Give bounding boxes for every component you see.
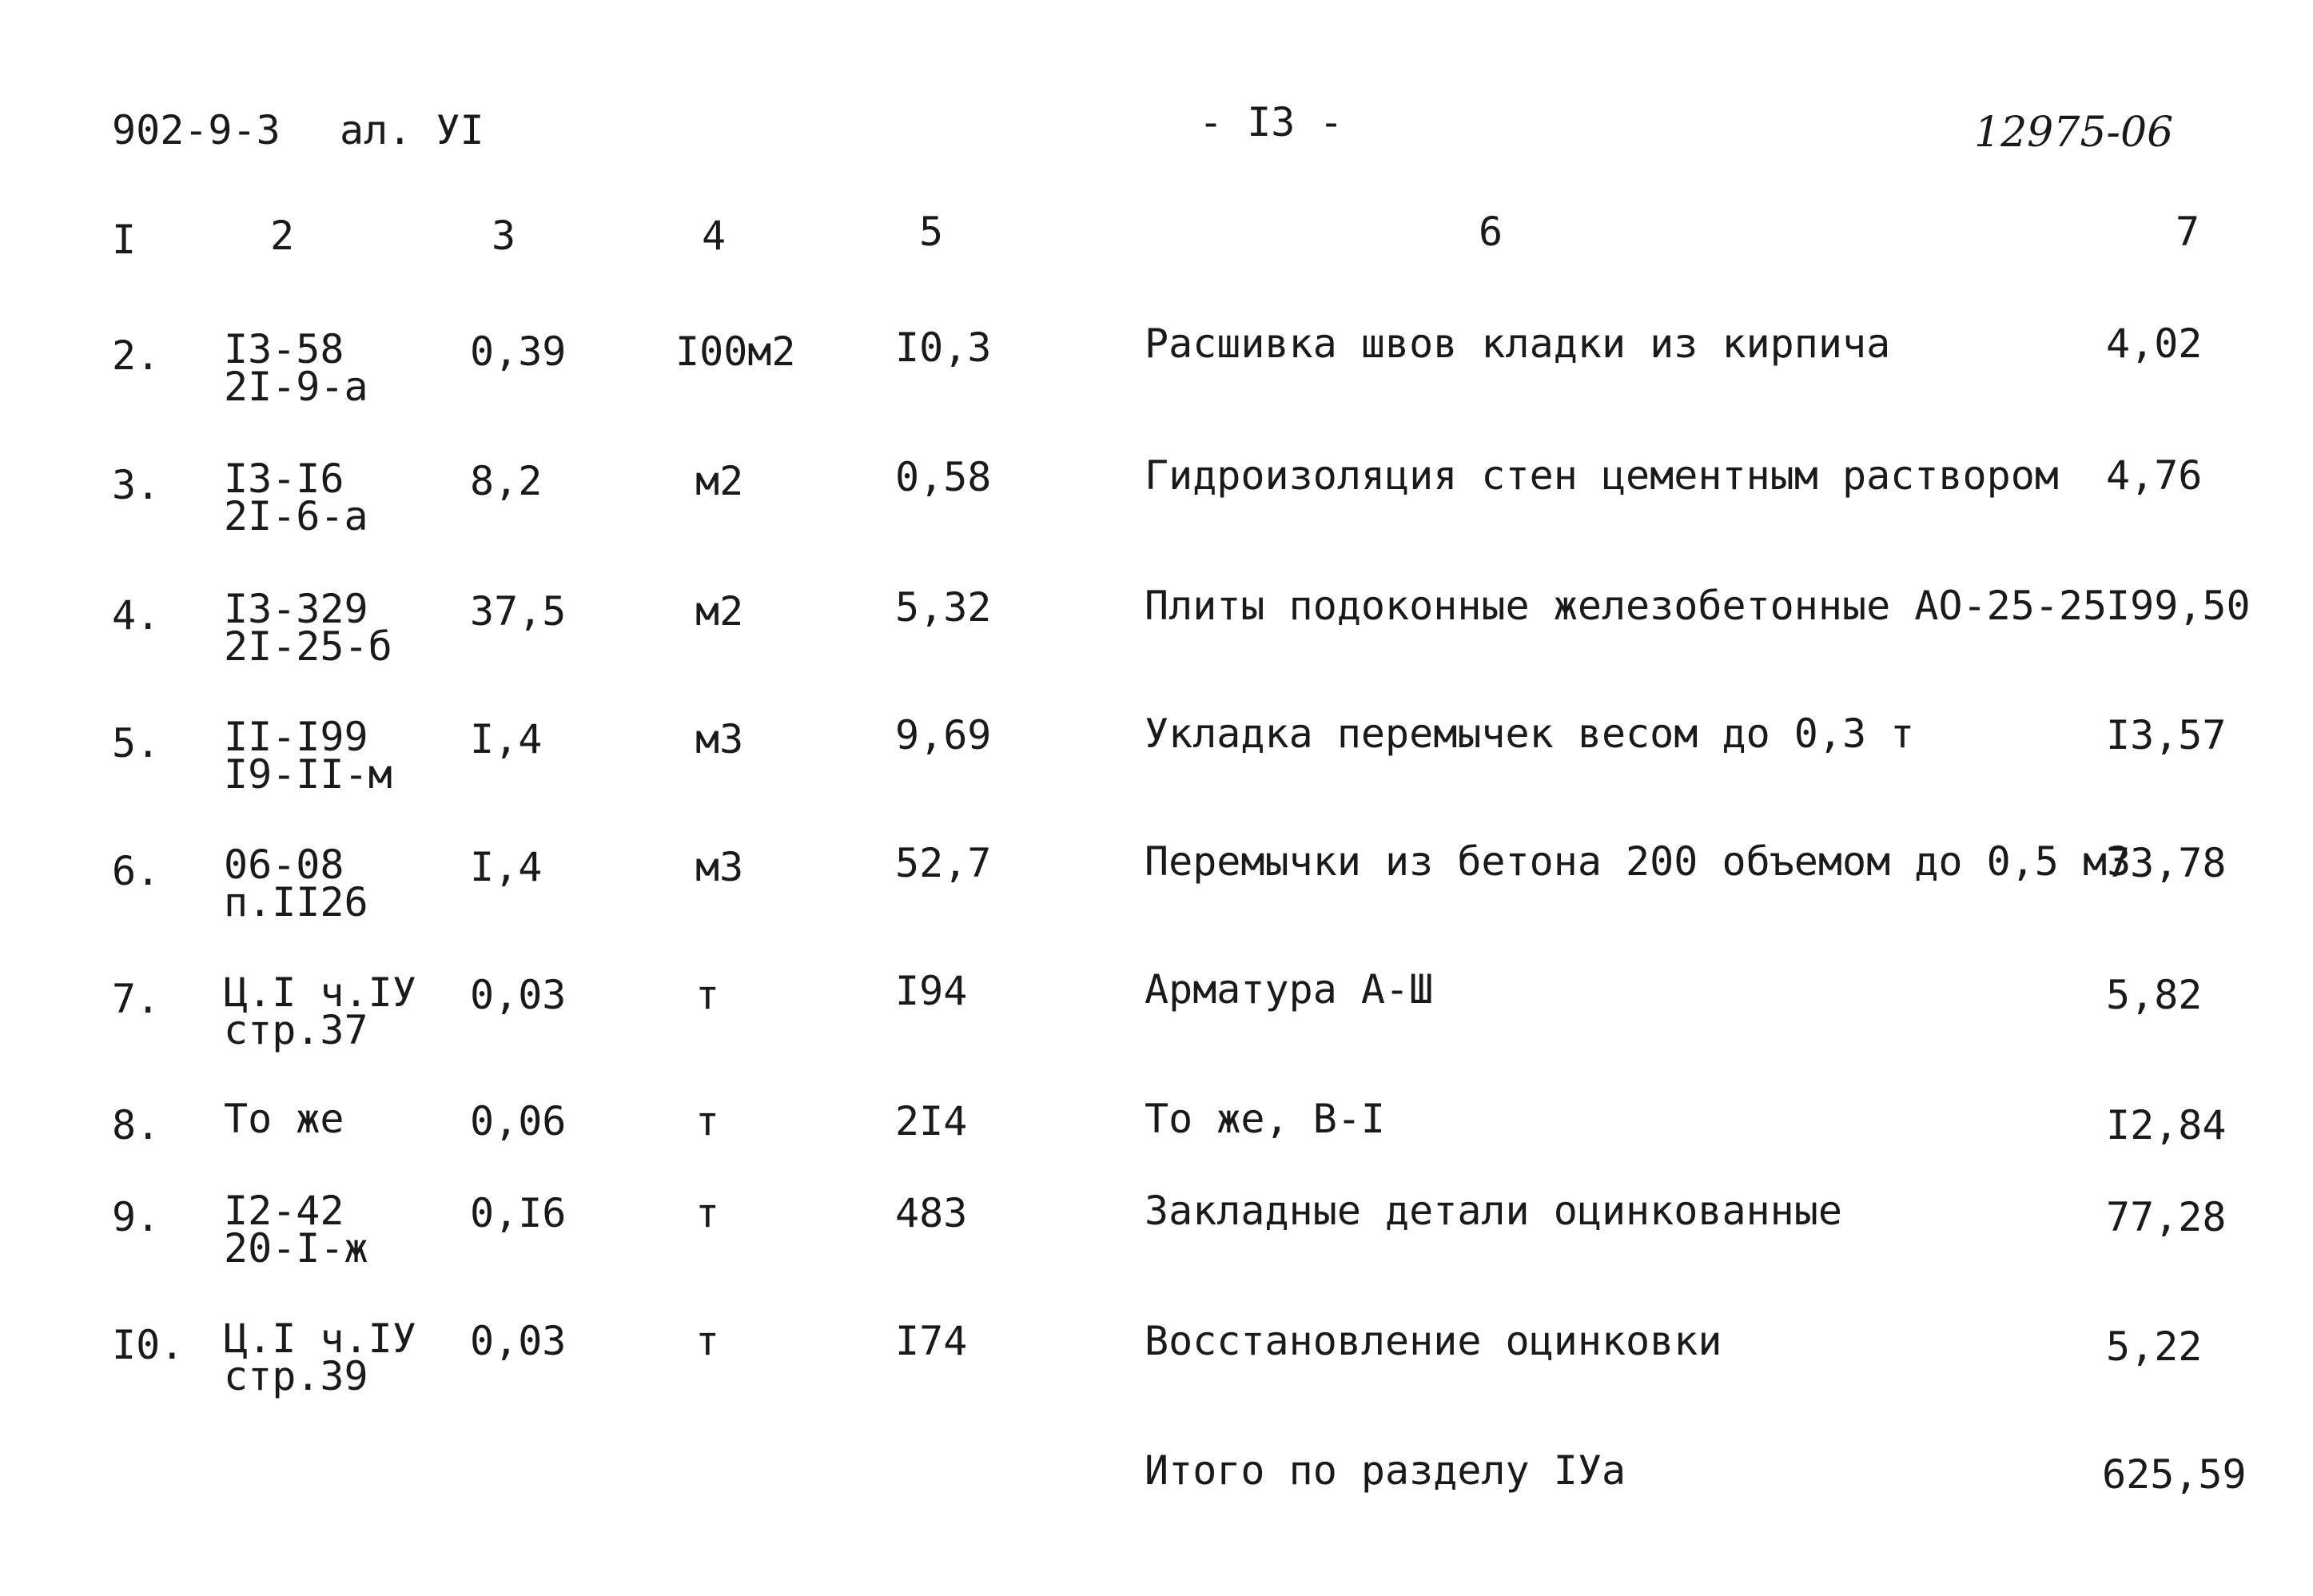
row-number: 2. xyxy=(112,332,161,379)
album-label: ал. УI xyxy=(340,107,484,153)
column-header-7: 7 xyxy=(2176,209,2200,255)
column-header-4: 4 xyxy=(702,213,727,259)
unit-price: 9,69 xyxy=(895,712,992,758)
cost-total: 77,28 xyxy=(2106,1194,2227,1240)
norm-code: Ц.I ч.IУ xyxy=(224,1315,416,1362)
quantity: 0,39 xyxy=(470,328,567,375)
norm-code: I3-329 xyxy=(224,586,368,632)
unit: т xyxy=(695,1318,720,1364)
work-description: Закладные детали оцинкованные xyxy=(1145,1188,1842,1234)
norm-code-sub: стр.39 xyxy=(224,1353,368,1399)
row-number: I0. xyxy=(112,1322,185,1368)
norm-code-sub: 20-I-ж xyxy=(224,1225,368,1272)
row-number: 9. xyxy=(112,1194,161,1240)
norm-code: 06-08 xyxy=(224,842,344,888)
norm-code: I3-I6 xyxy=(224,456,344,502)
unit-price: I0,3 xyxy=(895,324,992,371)
row-number: 6. xyxy=(112,848,161,894)
row-number: 4. xyxy=(112,592,161,639)
quantity: 0,06 xyxy=(470,1098,567,1144)
row-number: 5. xyxy=(112,720,161,766)
quantity: I,4 xyxy=(470,844,543,890)
work-description: Расшивка швов кладки из кирпича xyxy=(1145,320,1891,367)
column-header-6: 6 xyxy=(1479,209,1503,255)
quantity: 0,I6 xyxy=(470,1190,567,1236)
cost-total: 4,02 xyxy=(2106,320,2203,367)
unit: м3 xyxy=(695,844,744,890)
section-total-label: Итого по разделу IУа xyxy=(1145,1447,1626,1494)
work-description: Восстановление оцинковки xyxy=(1145,1318,1722,1364)
quantity: 0,03 xyxy=(470,1318,567,1364)
cost-total: I99,50 xyxy=(2106,583,2251,629)
quantity: 8,2 xyxy=(470,458,543,504)
unit: м2 xyxy=(695,458,744,504)
quantity: 0,03 xyxy=(470,972,567,1018)
column-header-2: 2 xyxy=(270,213,295,259)
unit-price: 2I4 xyxy=(895,1098,968,1144)
column-header-3: 3 xyxy=(492,213,516,259)
unit: т xyxy=(695,1190,720,1236)
unit: м2 xyxy=(695,588,744,635)
norm-code: Ц.I ч.IУ xyxy=(224,969,416,1016)
cost-total: I3,57 xyxy=(2106,712,2227,758)
row-number: 7. xyxy=(112,976,161,1022)
unit: т xyxy=(695,972,720,1018)
norm-code-sub: 2I-6-а xyxy=(224,493,368,539)
cost-total: 4,76 xyxy=(2106,452,2203,499)
archive-number: 12975-06 xyxy=(1974,109,2174,157)
row-number: 3. xyxy=(112,462,161,508)
cost-total: I2,84 xyxy=(2106,1102,2227,1148)
norm-code-sub: 2I-9-а xyxy=(224,364,368,410)
norm-code: I2-42 xyxy=(224,1188,344,1234)
work-description: Укладка перемычек весом до 0,3 т xyxy=(1145,710,1915,757)
cost-total: 5,22 xyxy=(2106,1323,2203,1370)
unit-price: 483 xyxy=(895,1190,968,1236)
cost-total: 73,78 xyxy=(2106,840,2227,886)
norm-code-sub: I9-II-м xyxy=(224,751,392,798)
unit: м3 xyxy=(695,716,744,762)
norm-code-sub: 2I-25-б xyxy=(224,623,392,670)
quantity: 37,5 xyxy=(470,588,567,635)
unit: I00м2 xyxy=(675,328,796,375)
cost-total: 5,82 xyxy=(2106,972,2203,1018)
work-description: То же, В-I xyxy=(1145,1096,1386,1142)
norm-code-sub: п.II26 xyxy=(224,879,368,925)
work-description: Гидроизоляция стен цементным раствором xyxy=(1145,452,2059,499)
unit-price: 5,32 xyxy=(895,584,992,631)
work-description: Плиты подоконные железобетонные АО-25-25 xyxy=(1145,583,2108,629)
norm-code-sub: стр.37 xyxy=(224,1007,368,1053)
row-number: 8. xyxy=(112,1102,161,1148)
unit-price: I94 xyxy=(895,968,968,1014)
quantity: I,4 xyxy=(470,716,543,762)
column-header-5: 5 xyxy=(919,209,944,255)
column-header-1: I xyxy=(112,217,137,263)
unit: т xyxy=(695,1098,720,1144)
section-total-value: 625,59 xyxy=(2102,1451,2247,1498)
unit-price: I74 xyxy=(895,1318,968,1364)
norm-code: То же xyxy=(224,1096,344,1142)
work-description: Арматура А-Ш xyxy=(1145,966,1434,1013)
unit-price: 52,7 xyxy=(895,840,992,886)
page-number: - I3 - xyxy=(1199,99,1344,145)
work-description: Перемычки из бетона 200 объемом до 0,5 м3 xyxy=(1145,838,2132,885)
norm-code: II-I99 xyxy=(224,714,368,760)
doc-code: 902-9-3 xyxy=(112,107,281,153)
norm-code: I3-58 xyxy=(224,326,344,372)
unit-price: 0,58 xyxy=(895,454,992,500)
